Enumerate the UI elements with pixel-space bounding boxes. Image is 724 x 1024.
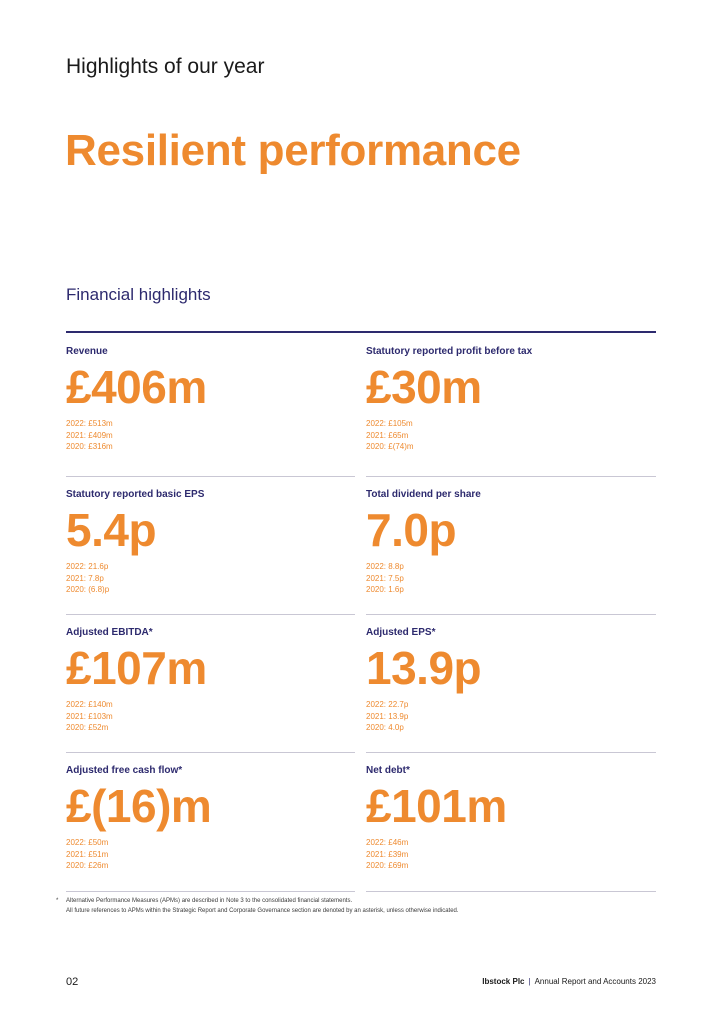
footnote [56, 896, 459, 916]
history-2021: 2021: 13.9p [366, 711, 409, 721]
metric-history [66, 561, 109, 596]
footer-separator: | [528, 977, 531, 986]
history-2020: 2020: £316m [66, 442, 113, 451]
history-2021: 2021: 7.5p [366, 573, 404, 583]
metric-free-cash-flow [66, 753, 355, 892]
metric-label: Statutory reported basic EPS [66, 489, 205, 500]
metric-label: Revenue [66, 346, 108, 357]
section-kicker: Highlights of our year [66, 55, 265, 78]
history-2022: 2022: 21.6p [66, 562, 109, 571]
history-2021: 2021: 7.8p [66, 573, 104, 583]
footnote-line: All future references to APMs within the Strategic Report and Corporate Governance section are denoted by an asterisk, unless otherwise indicated. [66, 908, 459, 914]
metrics-row [66, 477, 656, 615]
metric-value: £30m [366, 361, 482, 413]
history-2020: 2020: £52m [66, 723, 109, 732]
metric-dividend [366, 477, 656, 615]
metrics-row [66, 615, 656, 753]
history-2020: 2020: £26m [66, 861, 109, 870]
metric-adjusted-eps [366, 615, 656, 753]
metric-basic-eps [66, 477, 355, 615]
footnote-marker: * [56, 898, 59, 904]
metric-label: Adjusted EBITDA* [66, 627, 153, 638]
history-2021: 2021: £409m [66, 430, 113, 440]
metric-history [366, 699, 408, 734]
divider [366, 891, 656, 892]
metrics-row [66, 753, 656, 892]
history-2022: 2022: £140m [66, 700, 113, 709]
metric-history [366, 561, 404, 596]
header-divider [66, 331, 656, 333]
metric-history [366, 418, 414, 453]
company-name: Ibstock Plc [482, 977, 525, 986]
publication-title: Annual Report and Accounts 2023 [534, 977, 656, 986]
metric-value: £406m [66, 361, 207, 413]
metric-value: 5.4p [66, 504, 157, 556]
metric-value: £(16)m [66, 780, 212, 832]
metric-label: Adjusted EPS* [366, 627, 436, 638]
history-2022: 2022: £513m [66, 419, 113, 428]
history-2020: 2020: 4.0p [366, 723, 404, 732]
page-title: Resilient performance [65, 126, 521, 175]
metric-history [66, 699, 113, 734]
metric-profit-before-tax [366, 334, 656, 477]
history-2021: 2021: £65m [366, 430, 409, 440]
history-2020: 2020: (6.8)p [66, 585, 110, 594]
footnote-line: Alternative Performance Measures (APMs) are described in Note 3 to the consolidated financial statements. [66, 898, 353, 904]
metrics-grid [66, 334, 656, 892]
history-2022: 2022: £105m [366, 419, 413, 428]
history-2021: 2021: £39m [366, 849, 409, 859]
history-2021: 2021: £103m [66, 711, 113, 721]
history-2021: 2021: £51m [66, 849, 109, 859]
metrics-row [66, 334, 656, 477]
financial-highlights-heading: Financial highlights [66, 285, 211, 304]
metric-label: Statutory reported profit before tax [366, 346, 533, 357]
metric-value: £107m [66, 642, 207, 694]
metric-history [66, 837, 108, 872]
metric-label: Total dividend per share [366, 489, 481, 500]
metric-value: 7.0p [366, 504, 457, 556]
history-2022: 2022: 22.7p [366, 700, 409, 709]
metric-label: Adjusted free cash flow* [66, 765, 183, 776]
running-footer [482, 977, 656, 986]
page-number: 02 [66, 976, 79, 988]
history-2022: 2022: 8.8p [366, 562, 404, 571]
metric-history [66, 418, 113, 453]
divider [66, 891, 355, 892]
metric-label: Net debt* [366, 765, 410, 776]
history-2022: 2022: £46m [366, 838, 409, 847]
metric-history [366, 837, 408, 872]
metric-adjusted-ebitda [66, 615, 355, 753]
history-2022: 2022: £50m [66, 838, 109, 847]
history-2020: 2020: £69m [366, 861, 409, 870]
metric-value: 13.9p [366, 642, 482, 694]
metric-revenue [66, 334, 355, 477]
metric-net-debt [366, 753, 656, 892]
history-2020: 2020: £(74)m [366, 442, 414, 451]
history-2020: 2020: 1.6p [366, 585, 404, 594]
metric-value: £101m [366, 780, 507, 832]
